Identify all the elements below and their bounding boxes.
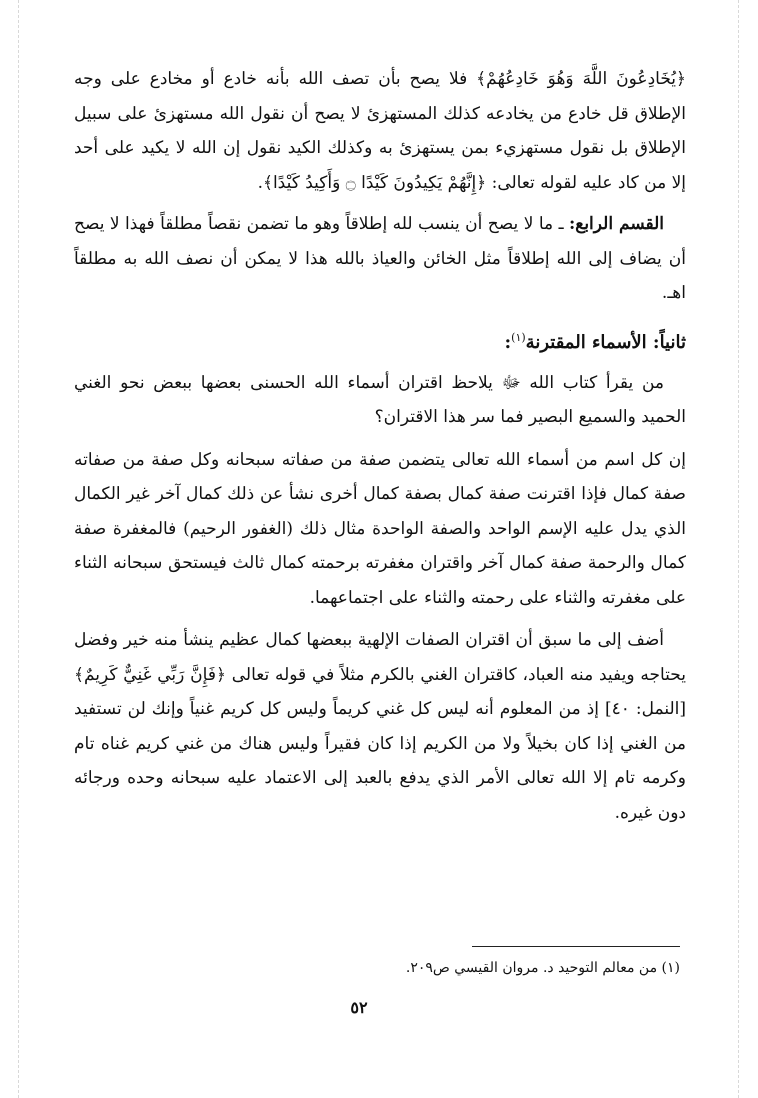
main-text — [74, 62, 686, 830]
page-number: ٥٢ — [350, 998, 368, 1017]
section-heading — [74, 321, 686, 360]
paragraph-5: أضف إلى ما سبق أن اقتران الصفات الإلهية ببعضها كمال عظيم ينشأ منه خير وفضل يحتاجه ويفيد منه العباد، كاقتران الغني بالكرم مثلاً في قوله تعالى ﴿فَإِنَّ رَبِّي غَنِيٌّ كَرِيمٌ﴾ [النمل: ٤٠] إذ من المعلوم أنه ليس كل غني كريماً وليس كل كريم غنياً وإنك لن تستفيد من الغني إذا كان بخيلاً ولا من الكريم إذا كان فقيراً وليس هناك من غني كريم غناه تام وكرمه تام إلا الله تعالى الأمر الذي يدفع بالعبد إلى الاعتماد عليه سبحانه وحده ورجائه دون غيره. — [74, 630, 687, 823]
heading-text: ثانياً: الأسماء المقترنة — [525, 331, 686, 353]
footnote-reference: (١) — [511, 330, 526, 344]
paragraph-2 — [74, 207, 686, 311]
paragraph-3: من يقرأ كتاب الله ﷻ يلاحظ اقتران أسماء الله الحسنى بعضها ببعض نحو الغني الحميد والسميع البصير فما سر هذا الاقتران؟ — [74, 372, 686, 427]
right-margin-line — [738, 0, 739, 1098]
left-margin-line — [18, 0, 19, 1098]
section-four-label: القسم الرابع: — [569, 214, 664, 234]
heading-colon: : — [504, 331, 512, 353]
footnote: (١) من معالم التوحيد د. مروان القيسي ص٢٠٩. — [405, 960, 680, 976]
paragraph-2-text: ـ ما لا يصح أن ينسب لله إطلاقاً وهو ما تضمن نقصاً مطلقاً فهذا لا يصح أن يضاف إلى الله إطلاقاً مثل الخائن والعياذ بالله هذا لا يمكن أن نصف الله به مطلقاً اهـ. — [74, 214, 686, 303]
footnote-separator — [472, 946, 680, 947]
paragraph-1: ﴿يُخَادِعُونَ اللَّهَ وَهُوَ خَادِعُهُمْ﴾ فلا يصح بأن تصف الله بأنه خادع أو مخادع على وجه الإطلاق قل خادع من يخادعه كذلك المستهزئ لا يصح أن نقول الله مستهزئ على سبيل الإطلاق بل نقول مستهزيء بمن يستهزئ به وكذلك الكيد نقول إن الله لا يكيد على أحد إلا من كاد عليه لقوله تعالى: ﴿إِنَّهُمْ يَكِيدُونَ كَيْدًا ۝ وَأَكِيدُ كَيْدًا﴾. — [74, 69, 686, 193]
paragraph-4: إن كل اسم من أسماء الله تعالى يتضمن صفة من صفاته سبحانه وكل صفة من صفاته صفة كمال فإذا اقترنت صفة كمال بصفة كمال أخرى نشأ عن ذلك كمال آخر غير الكمال الذي يدل عليه الإسم الواحد والصفة الواحدة مثال ذلك (الغفور الرحيم) فالمغفرة صفة كمال والرحمة صفة كمال آخر واقتران مغفرته برحمته كمال ثالث فيستحق سبحانه الثناء على مغفرته والثناء على رحمته والثناء على اجتماعهما. — [74, 449, 686, 608]
